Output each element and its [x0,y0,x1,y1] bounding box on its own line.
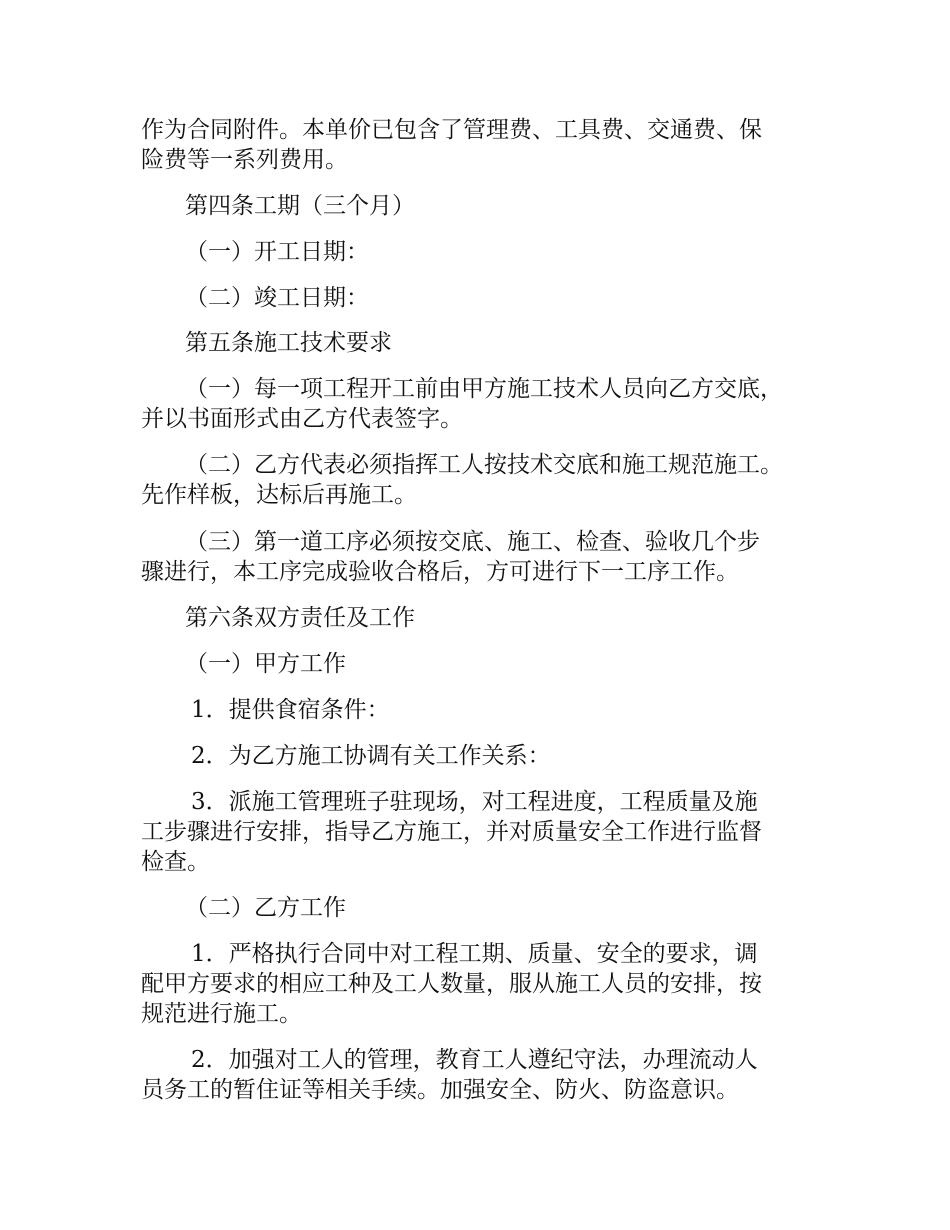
text-line: 并以书面形式由乙方代表签字。 [141,406,463,432]
party-b-heading: （二）乙方工作 [185,895,346,921]
text-line: （一）每一项工程开工前由甲方施工技术人员向乙方交底， [185,376,783,402]
clause-start-date: （一）开工日期： [185,239,369,265]
list-item: 1．提供食宿条件： [191,697,390,723]
text-line: 员务工的暂住证等相关手续。加强安全、防火、防盗意识。 [141,1077,739,1103]
clause-completion-date: （二）竣工日期： [185,285,369,311]
text-line: 规范进行施工。 [141,1001,302,1027]
text-line: 骤进行，本工序完成验收合格后，方可进行下一工序工作。 [141,559,739,585]
text-line: （二）乙方代表必须指挥工人按技术交底和施工规范施工。 [185,452,783,478]
text-line: 工步骤进行安排，指导乙方施工，并对质量安全工作进行监督 [141,819,762,845]
text-line: （三）第一道工序必须按交底、施工、检查、验收几个步 [185,529,760,555]
text-line: 配甲方要求的相应工种及工人数量，服从施工人员的安排，按 [141,971,762,997]
list-item: 3．派施工管理班子驻现场，对工程进度，工程质量及施 [191,789,758,815]
text-line: 险费等一系列费用。 [141,147,348,173]
article-6-heading: 第六条双方责任及工作 [185,605,415,631]
text-line: 作为合同附件。本单价已包含了管理费、工具费、交通费、保 [141,117,762,143]
article-4-heading: 第四条工期（三个月） [185,193,415,219]
article-5-heading: 第五条施工技术要求 [185,330,392,356]
list-item: 2．加强对工人的管理，教育工人遵纪守法，办理流动人 [191,1047,758,1073]
text-line: 检查。 [141,849,210,875]
list-item: 1．严格执行合同中对工程工期、质量、安全的要求，调 [191,941,758,967]
party-a-heading: （一）甲方工作 [185,651,346,677]
text-line: 先作样板，达标后再施工。 [141,482,417,508]
list-item: 2．为乙方施工协调有关工作关系： [191,743,551,769]
